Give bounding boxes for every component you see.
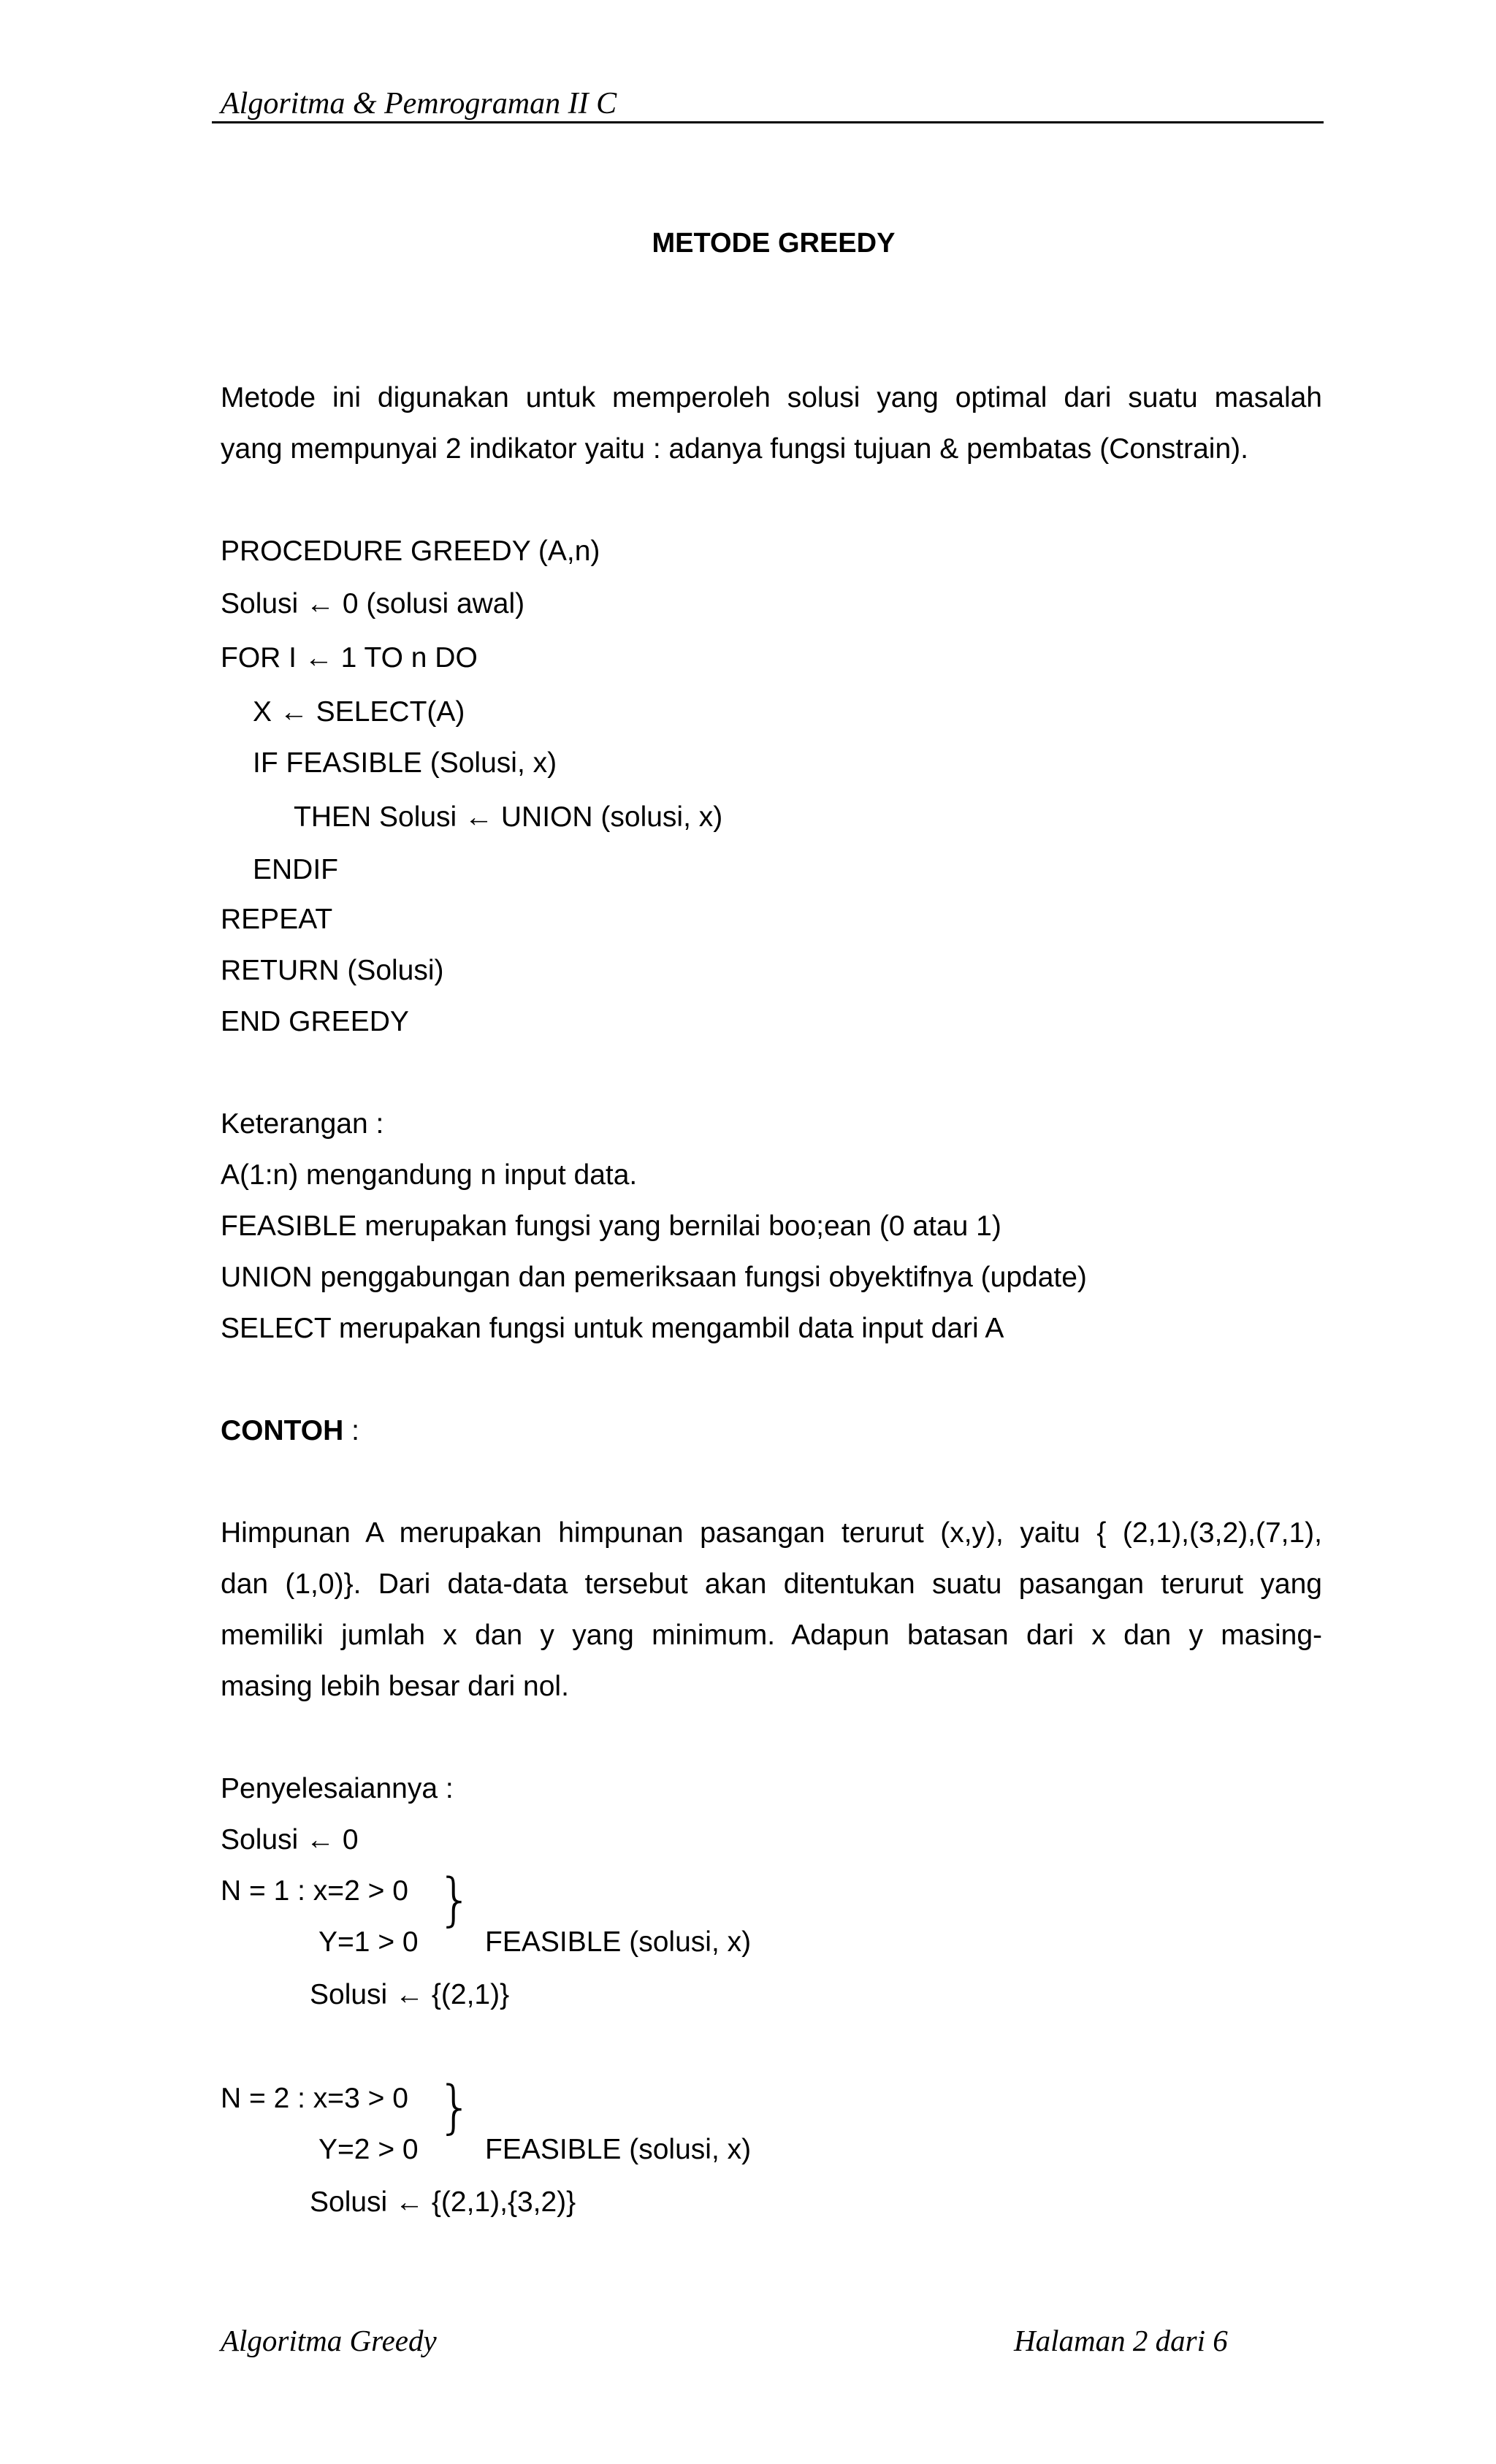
step2-cond-y: Y=2 > 0	[318, 2134, 419, 2165]
procedure-line: THEN Solusi ← UNION (solusi, x)	[294, 801, 723, 833]
contoh-colon: :	[343, 1415, 359, 1446]
step2-result: Solusi ← {(2,1),{3,2)}	[310, 2186, 576, 2218]
procedure-line: FOR I ← 1 TO n DO	[221, 642, 478, 674]
contoh-line-3: memiliki jumlah x dan y yang minimum. Adapun batasan dari x dan y masing-	[221, 1620, 1322, 1651]
procedure-line: IF FEASIBLE (Solusi, x)	[253, 747, 557, 779]
step1-result: Solusi ← {(2,1)}	[310, 1979, 510, 2010]
keterangan-item: A(1:n) mengandung n input data.	[221, 1159, 638, 1191]
procedure-line: Solusi ← 0 (solusi awal)	[221, 588, 525, 619]
footer-left: Algoritma Greedy	[221, 2324, 437, 2357]
procedure-line: END GREEDY	[221, 1006, 409, 1037]
keterangan-item: FEASIBLE merupakan fungsi yang bernilai boo;ean (0 atau 1)	[221, 1210, 1001, 1242]
procedure-line: X ← SELECT(A)	[253, 696, 465, 728]
header-rule	[212, 121, 1324, 123]
solution-heading: Penyelesaiannya :	[221, 1773, 454, 1804]
page-title: METODE GREEDY	[652, 228, 896, 259]
footer-page-number: Halaman 2 dari 6	[1014, 2324, 1228, 2357]
step1-feasible: FEASIBLE (solusi, x)	[485, 1926, 752, 1958]
contoh-line-4: masing lebih besar dari nol.	[221, 1671, 569, 1702]
step2-cond-x: N = 2 : x=3 > 0	[221, 2083, 408, 2114]
contoh-heading	[221, 1405, 359, 1457]
contoh-line-1: Himpunan A merupakan himpunan pasangan terurut (x,y), yaitu { (2,1),(3,2),(7,1),	[221, 1517, 1322, 1549]
procedure-line: REPEAT	[221, 904, 333, 935]
step2-feasible: FEASIBLE (solusi, x)	[485, 2134, 752, 2165]
procedure-line: PROCEDURE GREEDY (A,n)	[221, 535, 600, 567]
keterangan-item: SELECT merupakan fungsi untuk mengambil data input dari A	[221, 1313, 1004, 1344]
procedure-line: ENDIF	[253, 854, 338, 885]
solution-init: Solusi ← 0	[221, 1824, 359, 1855]
keterangan-item: UNION penggabungan dan pemeriksaan fungsi obyektifnya (update)	[221, 1262, 1087, 1293]
step1-cond-y: Y=1 > 0	[318, 1926, 419, 1958]
step1-brace: }	[437, 1867, 473, 1933]
contoh-label: CONTOH	[221, 1415, 344, 1446]
running-header: Algoritma & Pemrograman II C	[221, 87, 617, 121]
intro-line-1: Metode ini digunakan untuk memperoleh solusi yang optimal dari suatu masalah	[221, 382, 1322, 413]
intro-line-2: yang mempunyai 2 indikator yaitu : adanya fungsi tujuan & pembatas (Constrain).	[221, 433, 1248, 465]
step1-cond-x: N = 1 : x=2 > 0	[221, 1875, 408, 1907]
procedure-line: RETURN (Solusi)	[221, 955, 444, 986]
step2-brace: }	[437, 2075, 473, 2140]
contoh-line-2: dan (1,0)}. Dari data-data tersebut akan ditentukan suatu pasangan terurut yang	[221, 1568, 1322, 1600]
keterangan-heading: Keterangan :	[221, 1108, 384, 1140]
